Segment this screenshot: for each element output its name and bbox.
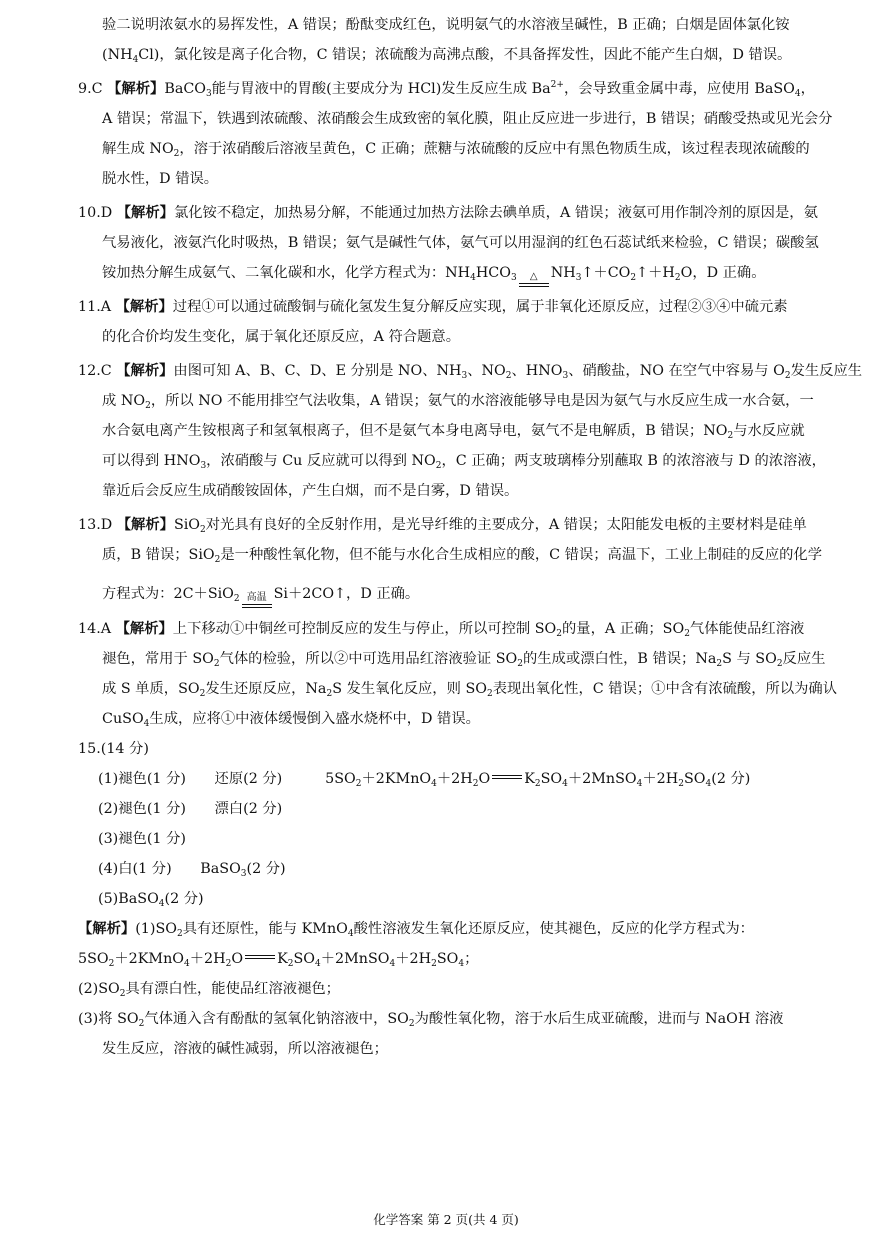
question-13-explanation <box>78 510 828 610</box>
text-line: 成 S 单质，$SO_2$发生还原反应，$Na_2S$ 发生氧化反应，则 $SO_2$表现出氧化性，C 错误；①中含有浓硫酸，所以为确认 <box>102 681 838 699</box>
text-line: 褪色，常用于 $SO_2$气体的检验，所以②中可选用品红溶液验证 $SO_2$的生成或漂白性，B 错误；$Na_2S$ 与 $SO_2$反应生 <box>102 651 826 669</box>
text-line: CuSO$_4$生成，应将①中液体缓慢倒入盛水烧杯中，D 错误。 <box>102 711 480 729</box>
text-line: 可以得到 $HNO_3$，浓硝酸与 Cu 反应就可以得到 $NO_2$，C 正确；两支玻璃棒分别蘸取 B 的浓溶液与 D 的浓溶液， <box>102 453 826 471</box>
answer-line: (1)褪色(1 分) 还原(2 分) $5SO_2+2KMnO_4+2H_2O$ $K_2SO_4+2MnSO_4+2H_2SO_4(2$ 分) <box>98 771 751 789</box>
question-number: 14.A <box>78 621 112 637</box>
question-9-explanation <box>78 74 833 194</box>
analysis-tag: 【解析】 <box>116 517 174 533</box>
question-number: 12.C <box>78 363 112 379</box>
text-line: 验二说明浓氨水的易挥发性，A 错误；酚酞变成红色，说明氨气的水溶液呈碱性，B 正确；白烟是固体氯化铵 <box>102 17 790 33</box>
text-line: $5SO_2+2KMnO_4+2H_2O$ $K_2SO_4+2MnSO_4+2H_2SO_4$； <box>78 951 479 969</box>
question-15-heading: 15.(14 分) <box>78 741 149 757</box>
analysis-tag: 【解析】 <box>116 205 174 221</box>
text-line: 14.A 【解析】上下移动①中铜丝可控制反应的发生与停止，所以可控制 $SO_2$的量，A 正确；$SO_2$气体能使品红溶液 <box>78 621 805 639</box>
question-number: 13.D <box>78 517 113 533</box>
analysis-tag: 【解析】 <box>107 81 165 97</box>
analysis-tag: 【解析】 <box>78 921 136 937</box>
text-line: 11.A 【解析】过程①可以通过硫酸铜与硫化氢发生复分解反应实现，属于非氧化还原反应，过程②③④中硫元素 <box>78 299 788 315</box>
text-line: 水合氨电离产生铵根离子和氢氧根离子，但不是氨气本身电离导电，氨气不是电解质，B 错误；$NO_2$与水反应就 <box>102 423 805 441</box>
analysis-tag: 【解析】 <box>116 363 174 379</box>
text-line: 13.D 【解析】SiO$_2$对光具有良好的全反射作用，是光导纤维的主要成分，A 错误；太阳能发电板的主要材料是硅单 <box>78 517 807 535</box>
text-line: 12.C 【解析】由图可知 A、B、C、D、E 分别是 NO、$NH_3$、$NO_2$、$HNO_3$、硝酸盐，NO 在空气中容易与 $O_2$发生反应生 <box>78 363 863 381</box>
analysis-tag: 【解析】 <box>115 299 173 315</box>
text-line: 10.D 【解析】氯化铵不稳定，加热易分解，不能通过加热方法除去碘单质，A 错误；液氨可用作制冷剂的原因是，氨 <box>78 205 818 221</box>
text-line: 气易液化，液氨汽化时吸热，B 错误；氨气是碱性气体，氨气可以用湿润的红色石蕊试纸来检验，C 错误；碳酸氢 <box>102 235 819 251</box>
analysis-tag: 【解析】 <box>115 621 173 637</box>
text-line: 成 $NO_2$，所以 NO 不能用排空气法收集，A 错误；氨气的水溶液能够导电是因为氨气与水反应生成一水合氨，一 <box>102 393 814 411</box>
text-line: 【解析】$(1)SO_2$具有还原性，能与 KMnO$_4$酸性溶液发生氧化还原反应，使其褪色，反应的化学方程式为： <box>78 921 754 939</box>
answer-line: (2)褪色(1 分) 漂白(2 分) <box>98 801 283 817</box>
text-line: 质，B 错误；SiO$_2$是一种酸性氧化物，但不能与水化合生成相应的酸，C 错误；高温下，工业上制硅的反应的化学 <box>102 547 823 565</box>
question-12-explanation <box>78 356 863 506</box>
answer-line: (5)BaSO$_4$(2 分) <box>98 891 204 909</box>
carryover-paragraph <box>78 10 828 70</box>
question-number: 9.C <box>78 81 103 97</box>
question-10-explanation <box>78 198 828 288</box>
text-line: 方程式为：2C＋SiO$_2$ 高温 Si＋2CO↑，D 正确。 <box>78 570 828 610</box>
text-line: $(2)SO_2$具有漂白性，能使品红溶液褪色； <box>78 981 340 999</box>
answer-line: (3)褪色(1 分) <box>98 831 186 847</box>
question-14-explanation <box>78 614 838 734</box>
text-line: $(NH_4Cl)$，氯化铵是离子化合物，C 错误；浓硫酸为高沸点酸，不具备挥发性，因此不能产生白烟，D 错误。 <box>102 47 792 65</box>
question-11-explanation <box>78 292 828 352</box>
text-line: A 错误；常温下，铁遇到浓硫酸、浓硝酸会生成致密的氧化膜，阻止反应进一步进行，B 错误；硝酸受热或见光会分 <box>102 111 833 127</box>
answer-line: (4)白(1 分) BaSO$_3$(2 分) <box>98 861 286 879</box>
text-line: 的化合价均发生变化，属于氧化还原反应，A 符合题意。 <box>102 329 460 345</box>
text-line: 靠近后会反应生成硝酸铵固体，产生白烟，而不是白雾，D 错误。 <box>102 483 519 499</box>
text-line: 9.C 【解析】BaCO$_3$能与胃液中的胃酸(主要成分为 HCl)发生反应生成 $Ba^{2+}$，会导致重金属中毒，应使用 BaSO$_4$， <box>78 80 815 99</box>
text-line: (3)将 $SO_2$气体通入含有酚酞的氢氧化钠溶液中，$SO_2$为酸性氧化物，溶于水后生成亚硫酸，进而与 NaOH 溶液 <box>78 1011 784 1029</box>
text-line: 脱水性，D 错误。 <box>102 171 219 187</box>
reaction-condition-heat: △ <box>519 272 549 287</box>
text-line: 发生反应，溶液的碱性减弱，所以溶液褪色； <box>102 1041 388 1057</box>
question-number: 10.D <box>78 205 113 221</box>
text-line: 铵加热分解生成氨气、二氧化碳和水，化学方程式为：$NH_4HCO_3$ △ $NH_3↑+CO_2↑+H_2O$，D 正确。 <box>78 258 828 288</box>
reaction-condition-high-temp: 高温 <box>242 593 272 608</box>
question-15-answers <box>78 734 828 1064</box>
text-line: 解生成 $NO_2$，溶于浓硝酸后溶液呈黄色，C 正确；蔗糖与浓硫酸的反应中有黑色物质生成，该过程表现浓硫酸的 <box>102 141 810 159</box>
question-number: 11.A <box>78 299 112 315</box>
page-footer: 化学答案 第 2 页(共 4 页) <box>373 1212 519 1227</box>
